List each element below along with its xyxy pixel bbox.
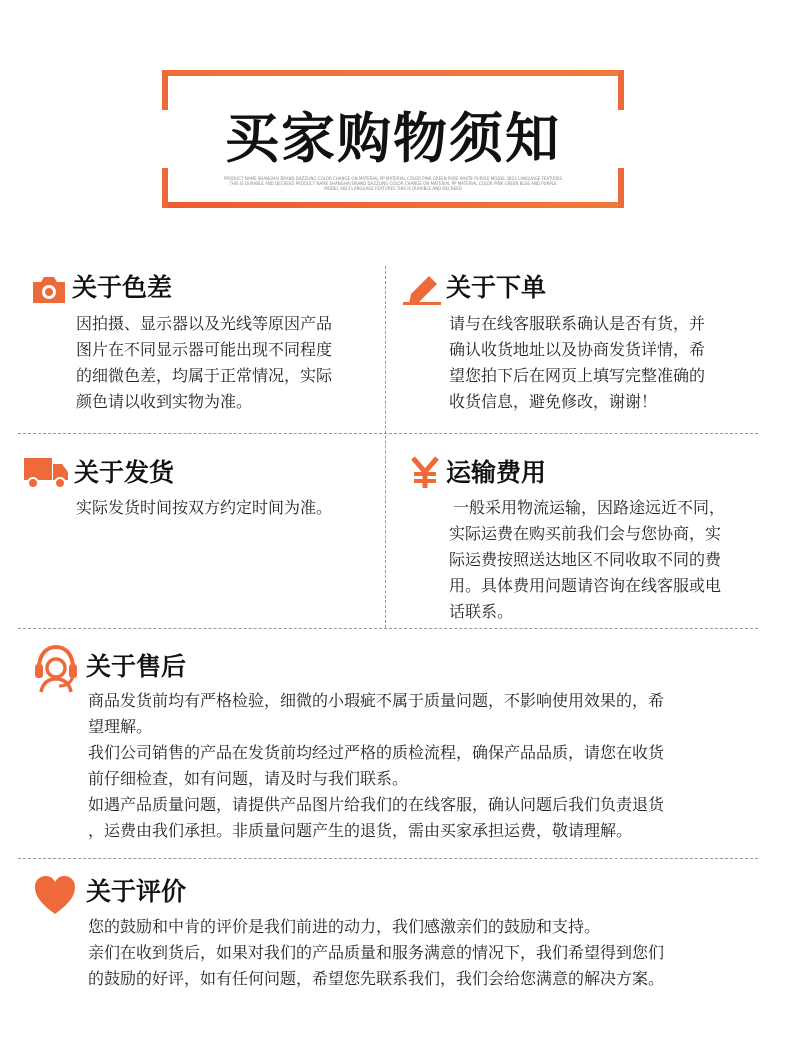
text-line: 的鼓励的好评，如有任何问题，希望您先联系我们，我们会给您满意的解决方案。 [88, 969, 665, 988]
banner-frame-right-top [618, 70, 624, 110]
text-line: 实际发货时间按双方约定时间为准。 [76, 498, 333, 517]
text-line: ，运费由我们承担。非质量问题产生的退货，需由买家承担运费，敬请理解。 [88, 821, 633, 840]
section-title: 关于售后 [86, 652, 187, 681]
text-line: 颜色请以收到实物为准。 [76, 392, 253, 411]
truck-icon [24, 456, 70, 494]
text-line: 亲们在收到货后，如果对我们的产品质量和服务满意的情况下，我们希望得到您们 [88, 943, 665, 962]
text-line: 望理解。 [88, 717, 153, 736]
text-line: 望您拍下后在网页上填写完整准确的 [449, 366, 706, 385]
text-line: 确认收货地址以及协商发货详情，希 [449, 340, 706, 359]
text-line: 请与在线客服联系确认是否有货，并 [449, 314, 706, 333]
section-body [449, 495, 769, 625]
section-body [88, 914, 768, 992]
page-title: 买家购物须知 [225, 107, 561, 170]
row-divider-2 [18, 628, 758, 629]
headset-icon [33, 644, 79, 698]
text-line: 收货信息，避免修改，谢谢！ [449, 392, 658, 411]
banner-frame-right-bottom [618, 168, 624, 208]
camera-icon [31, 275, 67, 309]
text-line: 际运费按照送达地区不同收取不同的费 [449, 550, 722, 569]
row-divider-3 [18, 858, 758, 859]
column-divider-top [385, 266, 386, 628]
banner-frame-top [162, 70, 624, 76]
text-line: 您的鼓励和中肯的评价是我们前进的动力，我们感激亲们的鼓励和支持。 [88, 917, 601, 936]
text-line: 商品发货前均有严格检验，细微的小瑕疵不属于质量问题，不影响使用效果的，希 [88, 691, 665, 710]
section-body [76, 495, 376, 521]
section-title: 关于发货 [74, 458, 175, 487]
section-body [88, 688, 768, 844]
heart-icon [33, 874, 77, 920]
row-divider-1 [18, 433, 758, 434]
section-title: 关于下单 [446, 273, 547, 302]
text-line: 一般采用物流运输，因路途远近不同， [453, 498, 726, 517]
text-line: 前仔细检查，如有问题，请及时与我们联系。 [88, 769, 409, 788]
banner-frame-left-bottom [162, 168, 168, 208]
section-title: 关于评价 [86, 877, 187, 906]
section-title: 关于色差 [72, 273, 173, 302]
banner-frame-bottom [162, 202, 624, 208]
text-line: 图片在不同显示器可能出现不同程度 [76, 340, 333, 359]
text-line: 因拍摄、显示器以及光线等原因产品 [76, 314, 333, 333]
text-line: 话联系。 [449, 602, 514, 621]
section-body [76, 311, 376, 415]
text-line: 我们公司销售的产品在发货前均经过严格的质检流程，确保产品品质，请您在收货 [88, 743, 665, 762]
text-line: 如遇产品质量问题，请提供产品图片给我们的在线客服，确认问题后我们负责退货 [88, 795, 665, 814]
banner-frame-left-top [162, 70, 168, 110]
section-body [449, 311, 759, 415]
page-subtitle: PRODUCT NAME SHANGHAI BRAND DAZZLING COLOR CHANGE ON MATERIAL PP MATERIAL COLOR PINK GREEN PURE WHITE PURPLE MODEL 3823 LANGUAGE FEATURES THIS IS DURABLE AND DECREED PRODUCT NAME SHANGHAI BRAND DAZZLING COLOR CHANGE ON MATERIAL PP MATERIAL COLOR PINK GREEN BLUE AND PURPLE MODEL 3823 LANGUAGE FEATURES THIS IS DURABLE AND DECREED [223, 176, 563, 191]
section-title: 运输费用 [446, 458, 547, 487]
text-line: 的细微色差，均属于正常情况，实际 [76, 366, 333, 385]
pen-icon [403, 272, 441, 310]
title-banner [162, 70, 624, 208]
yen-icon [409, 456, 441, 492]
text-line: 实际运费在购买前我们会与您协商，实 [449, 524, 722, 543]
text-line: 用。具体费用问题请咨询在线客服或电 [449, 576, 722, 595]
